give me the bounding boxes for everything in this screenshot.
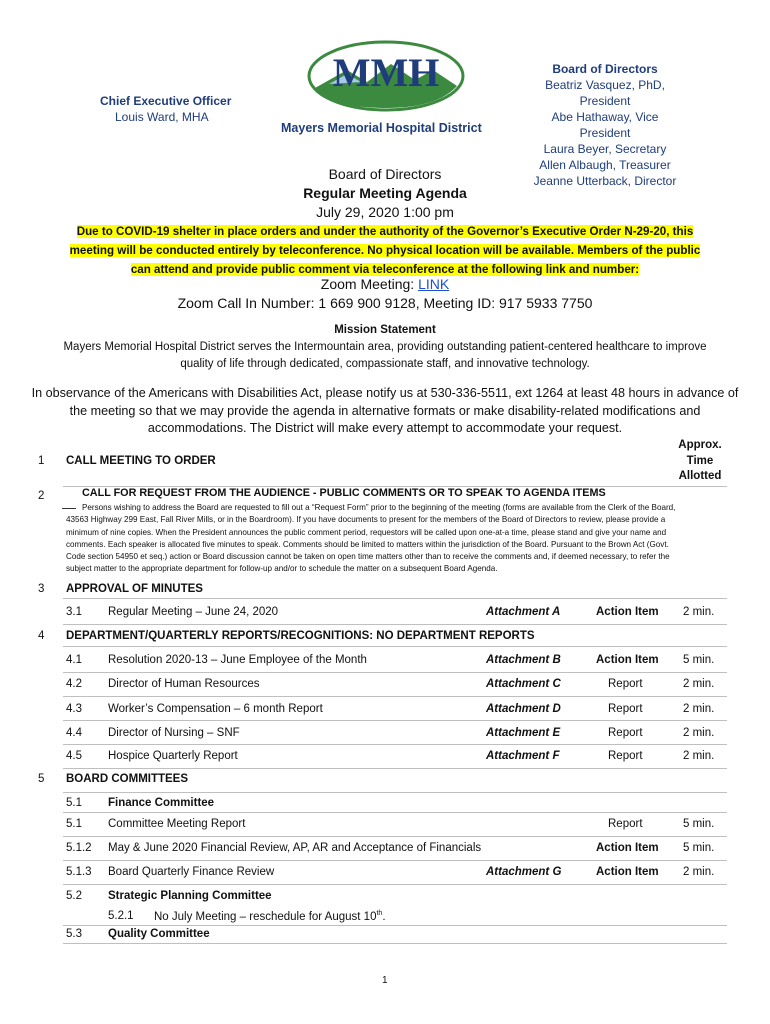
- divider: [63, 836, 727, 837]
- divider: [63, 768, 727, 769]
- divider: [63, 943, 727, 944]
- covid-line: Due to COVID-19 shelter in place orders and under the authority of the Governor’s Executive Order N-29-20, this: [76, 225, 694, 238]
- section-title-reports: DEPARTMENT/QUARTERLY REPORTS/RECOGNITIONS: NO DEPARTMENT REPORTS: [66, 630, 535, 642]
- item-action: Report: [608, 750, 643, 762]
- divider: [63, 812, 727, 813]
- item-action: Action Item: [596, 866, 659, 878]
- logo-text: MMH: [332, 50, 440, 95]
- zoom-info: [0, 275, 770, 313]
- section-number: 1: [38, 455, 45, 467]
- item-action: Action Item: [596, 606, 659, 618]
- item-number: 3.1: [66, 606, 82, 618]
- section-title-minutes: APPROVAL OF MINUTES: [66, 583, 203, 595]
- item-time: 2 min.: [683, 703, 715, 715]
- item-description: Director of Nursing – SNF: [108, 727, 240, 739]
- item-attachment[interactable]: Attachment C: [486, 678, 561, 690]
- mission-heading: Mission Statement: [334, 324, 436, 336]
- item-action: Report: [608, 818, 643, 830]
- item-number: 5.1.2: [66, 842, 92, 854]
- zoom-meeting-label: Zoom Meeting:: [320, 276, 419, 292]
- agenda-title: [0, 165, 770, 222]
- ada-line: In observance of the Americans with Disabilities Act, please notify us at 530-336-5511, ext 1264 at least 48 hours in advance of: [31, 386, 739, 400]
- board-member: Laura Beyer, Secretary: [543, 142, 667, 156]
- section-title-call-to-order: CALL MEETING TO ORDER: [66, 455, 216, 467]
- divider: [63, 792, 727, 793]
- board-title: Board of Directors: [552, 62, 658, 76]
- title-line-2: Regular Meeting Agenda: [303, 185, 467, 201]
- board-member: Beatriz Vasquez, PhD, President: [545, 78, 665, 108]
- ceo-title: Chief Executive Officer: [100, 94, 232, 108]
- item-number: 4.1: [66, 654, 82, 666]
- item-action: Report: [608, 727, 643, 739]
- board-member: Allen Albaugh, Treasurer: [539, 158, 671, 172]
- board-member: Jeanne Utterback, Director: [533, 174, 677, 188]
- item-number: 5.1: [66, 797, 82, 809]
- item-attachment[interactable]: Attachment A: [486, 606, 561, 618]
- divider: [63, 884, 727, 885]
- divider: [63, 598, 727, 599]
- section-number: 4: [38, 630, 45, 642]
- item-time: 5 min.: [683, 818, 715, 830]
- zoom-link[interactable]: LINK: [418, 276, 450, 292]
- committee-heading-strategic: Strategic Planning Committee: [108, 890, 272, 902]
- title-line-1: Board of Directors: [328, 166, 442, 182]
- item-number: 4.2: [66, 678, 82, 690]
- covid-notice: [0, 222, 770, 279]
- item-attachment[interactable]: Attachment B: [486, 654, 561, 666]
- dash-marker: [62, 508, 76, 509]
- hospital-logo: [307, 40, 465, 112]
- section-number: 3: [38, 583, 45, 595]
- time-allotted-header: Approx. Time Allotted: [678, 439, 722, 482]
- item-action: Report: [608, 703, 643, 715]
- item-description: Worker’s Compensation – 6 month Report: [108, 703, 323, 715]
- item-time: 2 min.: [683, 727, 715, 739]
- section-number: 2: [38, 490, 45, 502]
- item-description: Board Quarterly Finance Review: [108, 866, 275, 878]
- zoom-call-in: Zoom Call In Number: 1 669 900 9128, Meeting ID: 917 5933 7750: [177, 295, 593, 311]
- item-time: 5 min.: [683, 842, 715, 854]
- item-number: 4.5: [66, 750, 82, 762]
- org-name: Mayers Memorial Hospital District: [281, 121, 482, 135]
- item-attachment[interactable]: Attachment E: [486, 727, 561, 739]
- item-action: Action Item: [596, 654, 659, 666]
- item-action: Action Item: [596, 842, 659, 854]
- covid-line: can attend and provide public comment via teleconference at the following link and number:: [130, 263, 640, 276]
- committee-heading-finance: Finance Committee: [108, 797, 215, 809]
- item-time: 5 min.: [683, 654, 715, 666]
- item-number: 5.2: [66, 890, 82, 902]
- divider: [63, 744, 727, 745]
- divider: [63, 672, 727, 673]
- item-description: Regular Meeting – June 24, 2020: [108, 606, 279, 618]
- item-number: 4.4: [66, 727, 82, 739]
- item-number: 4.3: [66, 703, 82, 715]
- public-comment-instructions: Persons wishing to address the Board are requested to fill out a “Request Form” prior to the beginning of the meeting (forms are available from the Clerk of the Board, 43563 Highway 299 East, Fall River Mills, or in the Boardroom). If you have documents to present for the members of the Board of Directors to review, please provide a minimum of nine copies. When the President announces the public comment period, requestors will be called upon one-at-a time, please stand and give your name and comments. Each speaker is allocated five minutes to speak. Comments should be limited to matters within the jurisdiction of the Board. Pursuant to the Brown Act (Govt. Code section 54950 et seq.) action or Board discussion cannot be taken on open time matters other than to receive the comments and, if deemed necessary, to refer the subject matter to the appropriate department for follow-up and/or to schedule the matter on a subsequent Board Agenda.: [66, 503, 676, 574]
- divider: [63, 860, 727, 861]
- covid-line: meeting will be conducted entirely by teleconference. No physical location will be available. Members of the public: [69, 244, 701, 257]
- sub-item-description: No July Meeting – reschedule for August 10th.: [154, 910, 386, 923]
- item-attachment[interactable]: Attachment F: [486, 750, 560, 762]
- item-description: Director of Human Resources: [108, 678, 260, 690]
- divider: [63, 696, 727, 697]
- ceo-name: Louis Ward, MHA: [115, 110, 209, 124]
- sub-item-number: 5.2.1: [108, 910, 134, 922]
- title-line-3: July 29, 2020 1:00 pm: [316, 204, 454, 220]
- mission-line: quality of life through dedicated, compassionate staff, and innovative technology.: [180, 358, 590, 370]
- item-time: 2 min.: [683, 750, 715, 762]
- divider: [63, 925, 727, 926]
- item-attachment[interactable]: Attachment D: [486, 703, 561, 715]
- ada-line: accommodations. The District will make every attempt to accommodate your request.: [147, 421, 623, 435]
- item-description: May & June 2020 Financial Review, AP, AR and Acceptance of Financials: [108, 842, 482, 854]
- section-title-committees: BOARD COMMITTEES: [66, 773, 189, 785]
- committee-heading-quality: Quality Committee: [108, 928, 210, 940]
- ada-line: the meeting so that we may provide the agenda in alternative formats or make disability-related modifications and: [69, 403, 701, 418]
- divider: [63, 646, 727, 647]
- section-title-public-comments: CALL FOR REQUEST FROM THE AUDIENCE - PUBLIC COMMENTS OR TO SPEAK TO AGENDA ITEMS: [82, 487, 606, 499]
- item-description: Resolution 2020-13 – June Employee of the Month: [108, 654, 367, 666]
- item-time: 2 min.: [683, 606, 715, 618]
- mission-line: Mayers Memorial Hospital District serves the Intermountain area, providing outstanding patient-centered healthcare to improve: [63, 341, 707, 353]
- item-number: 5.3: [66, 928, 82, 940]
- item-action: Report: [608, 678, 643, 690]
- item-time: 2 min.: [683, 866, 715, 878]
- board-member: Abe Hathaway, Vice President: [551, 110, 659, 140]
- divider: [63, 720, 727, 721]
- section-number: 5: [38, 773, 45, 785]
- item-description: Committee Meeting Report: [108, 818, 246, 830]
- ada-notice: [0, 385, 770, 438]
- item-description: Hospice Quarterly Report: [108, 750, 238, 762]
- mission-statement: [0, 322, 770, 373]
- divider: [63, 624, 727, 625]
- page-number: 1: [382, 975, 388, 986]
- item-time: 2 min.: [683, 678, 715, 690]
- item-attachment[interactable]: Attachment G: [486, 866, 562, 878]
- item-number: 5.1: [66, 818, 82, 830]
- item-number: 5.1.3: [66, 866, 92, 878]
